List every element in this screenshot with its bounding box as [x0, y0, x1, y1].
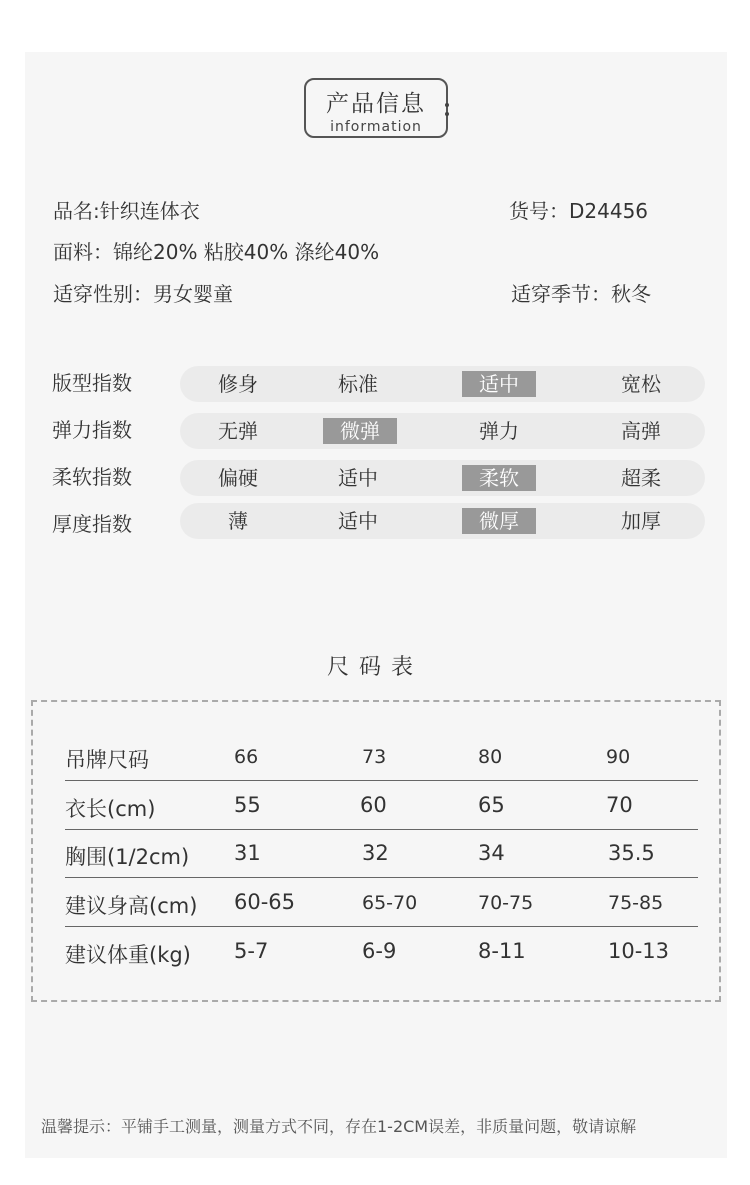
softness-option: 超柔	[621, 466, 661, 490]
table-cell: 34	[478, 841, 505, 865]
badge-dot-decoration	[445, 103, 449, 107]
info-header-badge	[304, 78, 448, 138]
item-number: 货号：D24456	[509, 199, 649, 223]
row-header: 衣长(cm)	[65, 797, 156, 821]
size-table-title: 尺码表	[326, 655, 423, 680]
header-title: 产品信息	[326, 91, 426, 117]
gender: 适穿性别：男女婴童	[53, 282, 233, 306]
softness-index-label: 柔软指数	[52, 465, 132, 489]
stretch-index-label: 弹力指数	[52, 418, 132, 442]
table-cell: 35.5	[608, 841, 655, 865]
fit-option: 标准	[338, 372, 378, 396]
thickness-option: 薄	[228, 509, 248, 533]
softness-option: 偏硬	[218, 466, 258, 490]
row-header: 建议身高(cm)	[65, 894, 198, 918]
fit-option: 修身	[218, 372, 258, 396]
row-header: 建议体重(kg)	[65, 943, 191, 967]
softness-index-scale	[180, 460, 705, 496]
header-subtitle: information	[330, 119, 422, 135]
thickness-option-selected: 微厚	[462, 508, 536, 534]
table-cell: 65-70	[362, 892, 418, 914]
table-cell: 90	[606, 746, 631, 768]
fit-option-selected: 适中	[462, 371, 536, 397]
fit-index-label: 版型指数	[52, 371, 132, 395]
table-row	[65, 926, 698, 976]
fit-index-scale	[180, 366, 705, 402]
season: 适穿季节：秋冬	[511, 282, 651, 306]
material: 面料：锦纶20% 粘胶40% 涤纶40%	[53, 240, 380, 264]
table-row	[65, 828, 698, 878]
table-row	[65, 780, 698, 830]
table-cell: 66	[234, 746, 259, 768]
product-name: 品名:针织连体衣	[53, 199, 200, 223]
thickness-index-label: 厚度指数	[52, 512, 132, 536]
stretch-option: 高弹	[621, 419, 661, 443]
table-cell: 8-11	[478, 939, 526, 963]
thickness-index-scale	[180, 503, 705, 539]
stretch-option-selected: 微弹	[323, 418, 397, 444]
stretch-index-scale	[180, 413, 705, 449]
softness-option-selected: 柔软	[462, 465, 536, 491]
table-cell: 80	[478, 746, 503, 768]
thickness-option: 加厚	[621, 509, 661, 533]
stretch-option: 弹力	[479, 419, 519, 443]
stretch-option: 无弹	[218, 419, 258, 443]
table-cell: 73	[362, 746, 387, 768]
table-cell: 65	[478, 793, 505, 817]
table-cell: 10-13	[608, 939, 670, 963]
table-cell: 75-85	[608, 892, 664, 914]
measurement-note: 温馨提示：平铺手工测量，测量方式不同，存在1-2CM误差，非质量问题，敬请谅解	[41, 1117, 637, 1136]
row-header: 吊牌尺码	[65, 748, 149, 772]
table-cell: 6-9	[362, 939, 397, 963]
softness-option: 适中	[338, 466, 378, 490]
table-cell: 70-75	[478, 892, 534, 914]
table-cell: 31	[234, 841, 261, 865]
table-row	[65, 877, 698, 927]
fit-option: 宽松	[621, 372, 661, 396]
table-cell: 55	[234, 793, 261, 817]
table-cell: 32	[362, 841, 389, 865]
table-cell: 5-7	[234, 939, 269, 963]
table-cell: 60	[360, 793, 387, 817]
table-row	[65, 731, 698, 781]
table-cell: 70	[606, 793, 633, 817]
badge-dot-decoration	[445, 112, 449, 116]
thickness-option: 适中	[338, 509, 378, 533]
table-cell: 60-65	[234, 890, 296, 914]
row-header: 胸围(1/2cm)	[65, 845, 190, 869]
